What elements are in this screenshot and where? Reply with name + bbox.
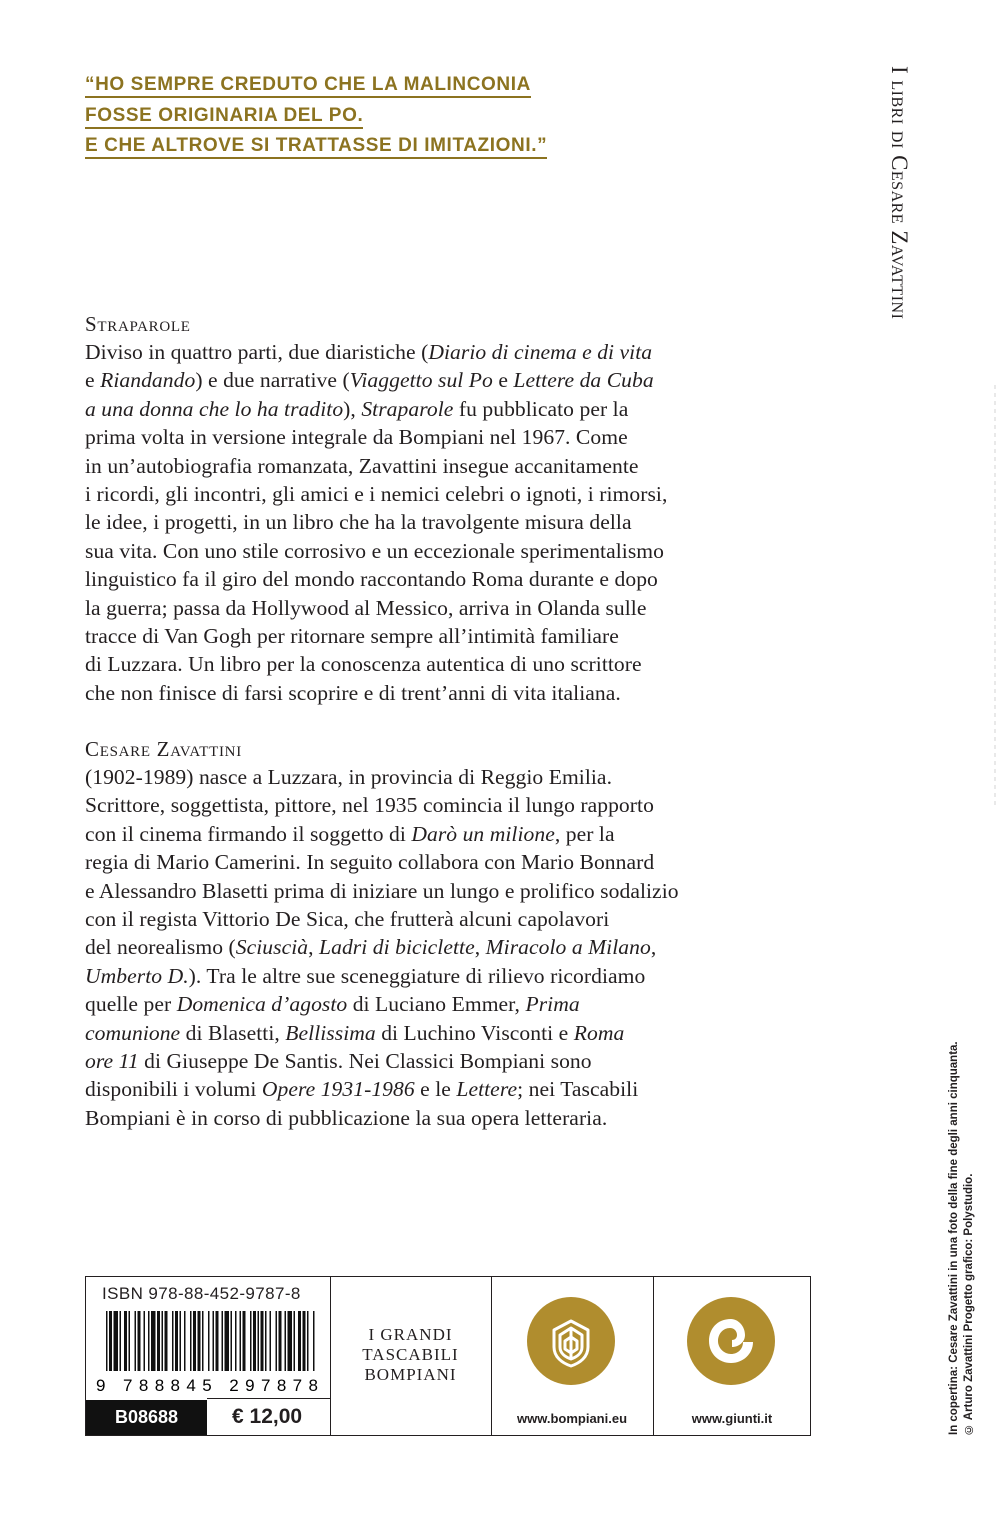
giunti-url[interactable]: www.giunti.it <box>691 1411 773 1426</box>
author-bio <box>85 735 805 1132</box>
credit-line: In copertina: Cesare Zavattini in una foto della fine degli anni cinquanta. <box>948 1041 960 1435</box>
quote-line: FOSSE ORIGINARIA DEL PO. <box>85 105 363 129</box>
barcode-bar-line <box>288 1311 293 1371</box>
barcode-bar-line <box>253 1311 256 1371</box>
quote-line: E CHE ALTROVE SI TRATTASSE DI IMITAZIONI.” <box>85 135 547 159</box>
barcode-bar-line <box>193 1311 196 1371</box>
barcode-bar-line <box>307 1311 309 1371</box>
barcode-bar-line <box>184 1311 186 1371</box>
barcode-bar-line <box>285 1311 287 1371</box>
barcode-bar-line <box>138 1311 141 1371</box>
giunti-swirl-icon <box>687 1297 775 1385</box>
barcode-bar-line <box>190 1311 192 1371</box>
barcode-digits: 9 788845 297878 <box>96 1376 318 1393</box>
giunti-block <box>653 1277 811 1435</box>
book-title: Straparole <box>85 312 191 336</box>
barcode-bar-line <box>120 1311 122 1371</box>
barcode-bar-line <box>165 1311 168 1371</box>
barcode-bar-line <box>172 1311 174 1371</box>
text-line: i ricordi, gli incontri, gli amici e i nemici celebri o ignoti, i rimorsi, <box>85 482 668 507</box>
text-line: con il cinema firmando il soggetto di Darò un milione, per la <box>85 821 615 846</box>
barcode-bar-line <box>261 1311 264 1371</box>
text-line: di Luzzara. Un libro per la conoscenza autentica di uno scrittore <box>85 652 642 677</box>
barcode-bar-line <box>313 1311 315 1371</box>
barcode-bar-line <box>213 1311 215 1371</box>
barcode-bar-line <box>303 1311 306 1371</box>
text-line: in un’autobiografia romanzata, Zavattini insegue accanitamente <box>85 453 639 478</box>
barcode-bar-line <box>157 1311 160 1371</box>
price: € 12,00 <box>232 1405 303 1428</box>
trim-mark <box>994 385 996 805</box>
barcode-bar-line <box>148 1311 150 1371</box>
text-line: Bompiani è in corso di pubblicazione la sua opera letteraria. <box>85 1105 608 1130</box>
back-cover-quote <box>85 72 705 164</box>
barcode-bar-line <box>124 1311 127 1371</box>
barcode-bar-line <box>270 1311 272 1371</box>
barcode-bar-line <box>129 1311 131 1371</box>
bompiani-flower-icon <box>527 1297 615 1385</box>
text-line: a una donna che lo ha tradito), Straparole fu pubblicato per la <box>85 396 629 421</box>
text-line: quelle per Domenica d’agosto di Luciano Emmer, Prima <box>85 992 580 1017</box>
barcode-bar-line <box>216 1311 219 1371</box>
text-line: Scrittore, soggettista, pittore, nel 1935 comincia il lungo rapporto <box>85 793 654 818</box>
catalog-code: B08688 <box>114 1407 179 1427</box>
series-name-line: BOMPIANI <box>364 1365 457 1384</box>
bompiani-block <box>491 1277 654 1435</box>
barcode-bar-line <box>144 1311 146 1371</box>
series-name-line: TASCABILI <box>362 1345 459 1364</box>
text-line: regia di Mario Camerini. In seguito collabora con Mario Bonnard <box>85 850 655 875</box>
barcode-bar-line <box>258 1311 260 1371</box>
barcode-bar-line <box>222 1311 224 1371</box>
text-line: prima volta in versione integrale da Bompiani nel 1967. Come <box>85 425 628 450</box>
text-line: (1902-1989) nasce a Luzzara, in provincia di Reggio Emilia. <box>85 765 613 789</box>
book-description-text <box>85 338 805 707</box>
barcode-bar-line <box>231 1311 233 1371</box>
text-line: sua vita. Con uno stile corrosivo e un eccezionale sperimentalismo <box>85 538 664 563</box>
barcode-bar-line <box>243 1311 246 1371</box>
text-line: Umberto D.). Tra le altre sue sceneggiature di rilievo ricordiamo <box>85 963 646 988</box>
text-line: tracce di Van Gogh per ritornare sempre all’intimità familiare <box>85 624 619 649</box>
barcode-bar-line <box>208 1311 210 1371</box>
barcode-bar-line <box>202 1311 204 1371</box>
series-block <box>330 1277 492 1435</box>
series-name <box>330 1325 491 1385</box>
text-line: Diviso in quattro parti, due diaristiche (Diario di cinema e di vita <box>85 340 653 364</box>
series-vertical-title: I libri di Cesare Zavattini <box>887 66 912 320</box>
barcode-bar-line <box>162 1311 164 1371</box>
text-line: comunione di Blasetti, Bellissima di Luchino Visconti e Roma <box>85 1020 625 1045</box>
divider <box>207 1398 330 1399</box>
author-name: Cesare Zavattini <box>85 737 242 761</box>
barcode-bar <box>85 1276 811 1436</box>
text-line: le idee, i progetti, in un libro che ha la travolgente misura della <box>85 510 632 535</box>
barcode-bar-line <box>180 1311 182 1371</box>
barcode-bar-line <box>198 1311 201 1371</box>
text-line: ore 11 di Giuseppe De Santis. Nei Classici Bompiani sono <box>85 1049 592 1074</box>
barcode-bar-line <box>279 1311 282 1371</box>
text-line: disponibili i volumi Opere 1931-1986 e le Lettere; nei Tascabili <box>85 1077 639 1102</box>
catalog-code-block <box>86 1400 207 1435</box>
barcode-bar-line <box>106 1311 108 1371</box>
barcode-bar-line <box>294 1311 296 1371</box>
barcode-bar-line <box>276 1311 278 1371</box>
text-line: che non finisce di farsi scoprire e di trent’anni di vita italiana. <box>85 680 621 705</box>
text-line: e Alessandro Blasetti prima di iniziare un lungo e prolifico sodalizio <box>85 878 679 903</box>
barcode-bar-line <box>151 1311 156 1371</box>
bompiani-url[interactable]: www.bompiani.eu <box>516 1411 628 1426</box>
barcode-bar-line <box>235 1311 237 1371</box>
barcode-bar-line <box>240 1311 242 1371</box>
book-description <box>85 310 805 707</box>
barcode-bar-line <box>109 1311 112 1371</box>
barcode-image <box>94 1311 322 1393</box>
barcode-bar-line <box>250 1311 252 1371</box>
cover-credits <box>947 1005 987 1435</box>
text-line: con il regista Vittorio De Sica, che frutterà alcuni capolavori <box>85 907 610 932</box>
barcode-bar-line <box>265 1311 267 1371</box>
barcode-bar-line <box>135 1311 137 1371</box>
author-bio-text <box>85 763 805 1132</box>
series-name-line: I GRANDI <box>368 1325 453 1344</box>
text-line: linguistico fa il giro del mondo raccontando Roma durante e dopo <box>85 567 658 592</box>
barcode-bar-line <box>175 1311 178 1371</box>
text-line: del neorealismo (Sciuscià, Ladri di biciclette, Miracolo a Milano, <box>85 935 657 960</box>
barcode-bar-line <box>114 1311 119 1371</box>
barcode-bar-line <box>225 1311 230 1371</box>
text-line: la guerra; passa da Hollywood al Messico, arriva in Olanda sulle <box>85 595 647 620</box>
credit-line: © Arturo Zavattini Progetto grafico: Polystudio. <box>963 1173 975 1435</box>
barcode-bar-line <box>298 1311 301 1371</box>
text-line: e Riandando) e due narrative (Viaggetto sul Po e Lettere da Cuba <box>85 368 654 393</box>
quote-line: “HO SEMPRE CREDUTO CHE LA MALINCONIA <box>85 74 531 98</box>
isbn-block <box>86 1277 331 1435</box>
isbn-number: ISBN 978-88-452-9787-8 <box>102 1284 301 1303</box>
